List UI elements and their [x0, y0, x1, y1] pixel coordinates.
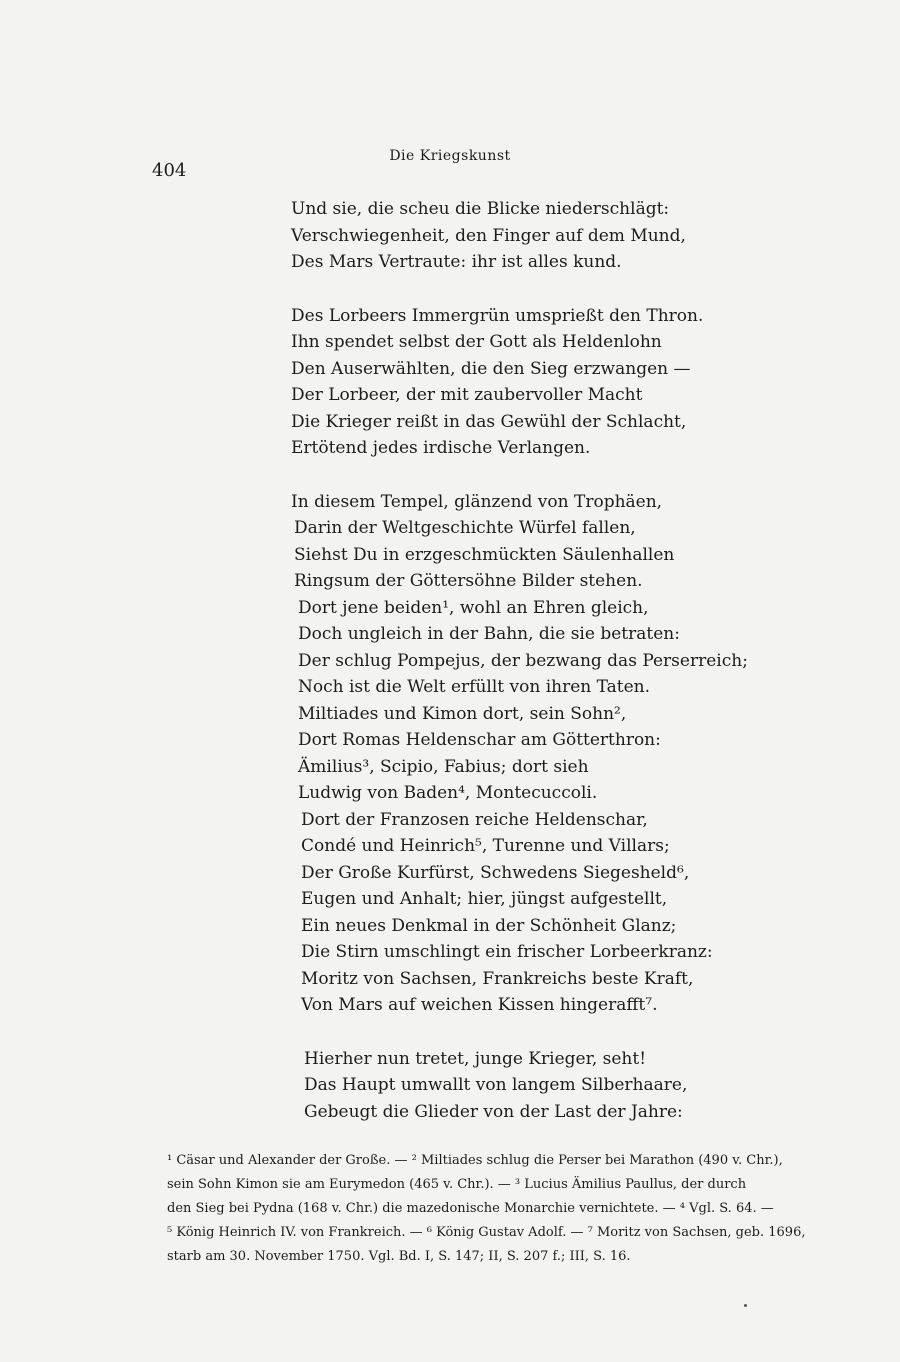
footnote-line: den Sieg bei Pydna (168 v. Chr.) die mazedonische Monarchie vernichtete. — ⁴ Vgl. S. 64. — [167, 1201, 774, 1216]
poem-line: Dort Romas Heldenschar am Götterthron: [298, 730, 661, 750]
footnote-line: ¹ Cäsar und Alexander der Große. — ² Miltiades schlug die Perser bei Marathon (490 v. Chr.), [167, 1153, 783, 1168]
poem-line: Die Krieger reißt in das Gewühl der Schlacht, [291, 411, 687, 432]
footnote-line: ⁵ König Heinrich IV. von Frankreich. — ⁶ König Gustav Adolf. — ⁷ Moritz von Sachsen, geb. 1696, [167, 1225, 806, 1240]
poem-line: Dort der Franzosen reiche Heldenschar, [301, 809, 648, 830]
poem-line: Siehst Du in erzgeschmückten Säulenhallen [294, 544, 675, 565]
poem-line: Des Lorbeers Immergrün umsprießt den Thron. [291, 305, 704, 326]
poem-line: Ertötend jedes irdische Verlangen. [291, 438, 591, 458]
stanza-1 [291, 196, 761, 276]
page-number: 404 [152, 160, 187, 181]
poem-line: Die Stirn umschlingt ein frischer Lorbeerkranz: [301, 942, 713, 962]
poem-line: Hierher nun tretet, junge Krieger, seht! [304, 1048, 647, 1069]
poem [291, 196, 761, 1152]
poem-line: Dort jene beiden¹, wohl an Ehren gleich, [298, 597, 649, 618]
poem-line: Moritz von Sachsen, Frankreichs beste Kraft, [301, 968, 694, 989]
poem-line: Noch ist die Welt erfüllt von ihren Taten. [298, 677, 651, 697]
footnotes [167, 1149, 835, 1269]
poem-line: Doch ungleich in der Bahn, die sie betraten: [298, 624, 680, 644]
poem-line: Und sie, die scheu die Blicke niederschlägt: [291, 199, 670, 219]
poem-line: Ludwig von Baden⁴, Montecuccoli. [298, 783, 598, 803]
poem-line: Ihn spendet selbst der Gott als Heldenlohn [291, 332, 662, 352]
paper-speck [744, 1304, 747, 1307]
stanza-4 [291, 1046, 761, 1126]
stanza-3 [291, 489, 761, 1019]
poem-line: Den Auserwählten, die den Sieg erzwangen — [291, 358, 691, 379]
poem-line: In diesem Tempel, glänzend von Trophäen, [291, 491, 663, 512]
poem-line: Ein neues Denkmal in der Schönheit Glanz; [301, 915, 677, 936]
poem-line: Condé und Heinrich⁵, Turenne und Villars; [301, 836, 670, 856]
poem-line: Miltiades und Kimon dort, sein Sohn², [298, 703, 627, 724]
poem-line: Eugen und Anhalt; hier, jüngst aufgestellt, [301, 889, 668, 909]
poem-line: Ämilius³, Scipio, Fabius; dort sieh [298, 756, 589, 777]
poem-line: Gebeugt die Glieder von der Last der Jahre: [304, 1101, 683, 1122]
footnote-line: sein Sohn Kimon sie am Eurymedon (465 v. Chr.). — ³ Lucius Ämilius Paullus, der durch [167, 1177, 747, 1192]
poem-line: Das Haupt umwallt von langem Silberhaare, [304, 1075, 688, 1095]
poem-line: Verschwiegenheit, den Finger auf dem Mund, [291, 225, 686, 246]
poem-line: Der schlug Pompejus, der bezwang das Perserreich; [298, 650, 748, 671]
footnote-line: starb am 30. November 1750. Vgl. Bd. I, S. 147; II, S. 207 f.; III, S. 16. [167, 1249, 631, 1264]
poem-line: Des Mars Vertraute: ihr ist alles kund. [291, 252, 622, 272]
running-head: Die Kriegskunst [389, 148, 511, 164]
poem-line: Darin der Weltgeschichte Würfel fallen, [294, 518, 636, 538]
poem-line: Ringsum der Göttersöhne Bilder stehen. [294, 571, 643, 591]
poem-line: Von Mars auf weichen Kissen hingerafft⁷. [301, 995, 658, 1015]
stanza-2 [291, 303, 761, 462]
poem-line: Der Lorbeer, der mit zaubervoller Macht [291, 385, 643, 405]
poem-line: Der Große Kurfürst, Schwedens Siegesheld⁶, [301, 862, 690, 883]
